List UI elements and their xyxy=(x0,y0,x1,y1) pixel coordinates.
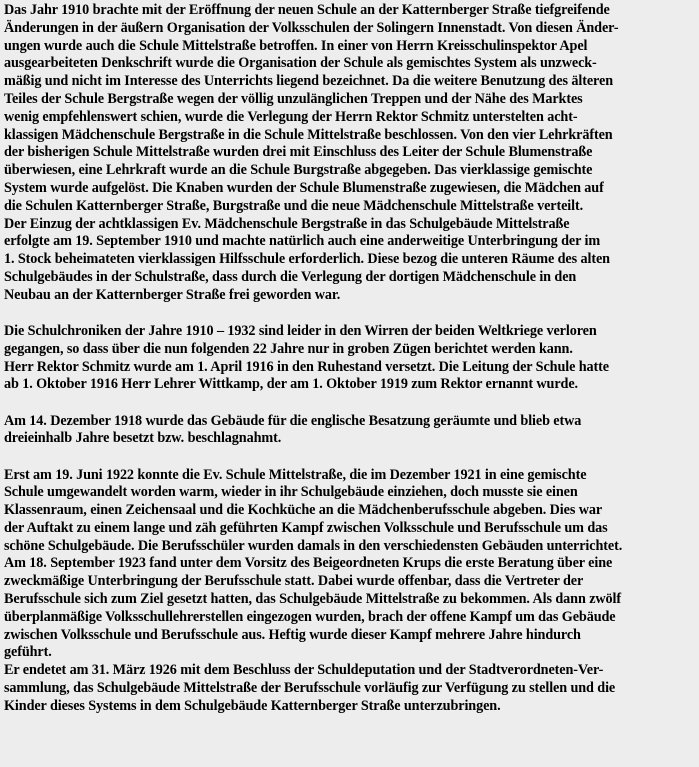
paragraph-gap xyxy=(4,305,695,323)
text-line: erfolgte am 19. September 1910 und machte natürlich auch eine anderweitige Unterbringung der im xyxy=(4,233,601,250)
text-line: gegangen, so dass über die nun folgenden 22 Jahre nur in groben Zügen berichtet werden kann. xyxy=(4,340,573,357)
text-line: überwiesen, eine Lehrkraft wurde an die Schule Burgstraße abgegeben. Das vierklassige gemischte xyxy=(4,162,593,179)
text-line: Am 14. Dezember 1918 wurde das Gebäude für die englische Besatzung geräumte und blieb etwa xyxy=(4,412,582,429)
text-line: die Schulen Katternberger Straße, Burgstraße und die neue Mädchenschule Mittelstraße verteilt. xyxy=(4,197,584,214)
text-line: Berufsschule sich zum Ziel gesetzt hatten, das Schulgebäude Mittelstraße zu bekommen. Als dann zwölf xyxy=(4,591,622,608)
text-line: Erst am 19. Juni 1922 konnte die Ev. Schule Mittelstraße, die im Dezember 1921 in eine gemischte xyxy=(4,466,587,483)
text-line: Schule umgewandelt worden warm, wieder in ihr Schulgebäude einziehen, doch musste sie einen xyxy=(4,484,578,501)
text-line: sammlung, das Schulgebäude Mittelstraße der Berufsschule vorläufig zur Verfügung zu stellen und die xyxy=(4,680,616,697)
text-line: Neubau an der Katternberger Straße frei geworden war. xyxy=(4,286,341,303)
paragraph-3 xyxy=(4,413,695,449)
paragraph-2 xyxy=(4,323,695,394)
text-line: Am 18. September 1923 fand unter dem Vorsitz des Beigeordneten Krups die erste Beratung über eine xyxy=(4,555,613,572)
paragraph-4 xyxy=(4,467,695,716)
text-line: Klassenraum, einen Zeichensaal und die Kochküche an die Mädchenberufsschule abgeben. Dies war xyxy=(4,502,603,519)
text-line: Schulgebäudes in der Schulstraße, dass durch die Verlegung der dortigen Mädchenschule in den xyxy=(4,268,577,285)
text-line: Die Schulchroniken der Jahre 1910 – 1932 sind leider in den Wirren der beiden Weltkriege verloren xyxy=(4,322,597,339)
text-line: Änderungen in der äußern Organisation der Volksschulen der Solingern Innenstadt. Von diesen Änder- xyxy=(4,19,619,36)
text-line: schöne Schulgebäude. Die Berufsschüler wurden damals in den verschiedensten Gebäuden unterrichtet. xyxy=(4,537,623,554)
text-line: geführt. xyxy=(4,644,52,661)
paragraph-1 xyxy=(4,2,695,305)
text-line: wenig empfehlenswert schien, wurde die Verlegung der Herrn Rektor Schmitz unterstelten acht- xyxy=(4,108,578,125)
text-line: Das Jahr 1910 brachte mit der Eröffnung der neuen Schule an der Katternberger Straße tiefgreifende xyxy=(4,2,610,18)
text-line: der bisherigen Schule Mittelstraße wurden drei mit Einschluss des Leiter der Schule Blumenstraße xyxy=(4,144,593,161)
text-line: klassigen Mädchenschule Bergstraße in die Schule Mittelstraße beschlossen. Von den vier Lehrkräften xyxy=(4,126,613,143)
text-line: zwischen Volksschule und Berufsschule aus. Heftig wurde dieser Kampf mehrere Jahre hindurch xyxy=(4,626,581,643)
text-line: ungen wurde auch die Schule Mittelstraße betroffen. In einer von Herrn Kreisschulinspektor Apel xyxy=(4,37,588,54)
text-line: überplanmäßige Volksschullehrerstellen eingezogen wurden, brach der offene Kampf um das Gebäude xyxy=(4,608,616,625)
paragraph-gap xyxy=(4,448,695,466)
text-line: Er endetet am 31. März 1926 mit dem Beschluss der Schuldeputation und der Stadtverordneten-Ver- xyxy=(4,662,604,679)
text-line: 1. Stock beheimateten vierklassigen Hilfsschule erforderlich. Diese bezog die unteren Räume des alten xyxy=(4,251,610,268)
paragraph-gap xyxy=(4,394,695,412)
text-line: Der Einzug der achtklassigen Ev. Mädchenschule Bergstraße in das Schulgebäude Mittelstraße xyxy=(4,215,570,232)
text-line: Kinder dieses Systems in dem Schulgebäude Katternberger Straße unterzubringen. xyxy=(4,697,501,714)
text-line: dreieinhalb Jahre besetzt bzw. beschlagnahmt. xyxy=(4,430,282,447)
text-line: ab 1. Oktober 1916 Herr Lehrer Wittkamp, der am 1. Oktober 1919 zum Rektor ernannt wurde. xyxy=(4,376,578,393)
text-line: System wurde aufgelöst. Die Knaben wurden der Schule Blumenstraße zugewiesen, die Mädchen auf xyxy=(4,179,604,196)
text-line: zweckmäßige Unterbringung der Berufsschule statt. Dabei wurde offenbar, dass die Vertreter der xyxy=(4,573,584,590)
text-line: ausgearbeiteten Denkschrift wurde die Organisation der Schule als gemischtes System als unzweck- xyxy=(4,55,597,72)
text-line: Teiles der Schule Bergstraße wegen der völlig unzulänglichen Treppen und der Nähe des Marktes xyxy=(4,90,583,107)
text-line: mäßig und nicht im Interesse des Unterrichts liegend bezeichnet. Da die weitere Benutzung des älteren xyxy=(4,73,613,90)
text-line: der Auftakt zu einem lange und zäh geführten Kampf zwischen Volksschule und Berufsschule um das xyxy=(4,519,608,536)
text-line: Herr Rektor Schmitz wurde am 1. April 1916 in den Ruhestand versetzt. Die Leitung der Schule hatte xyxy=(4,358,609,375)
